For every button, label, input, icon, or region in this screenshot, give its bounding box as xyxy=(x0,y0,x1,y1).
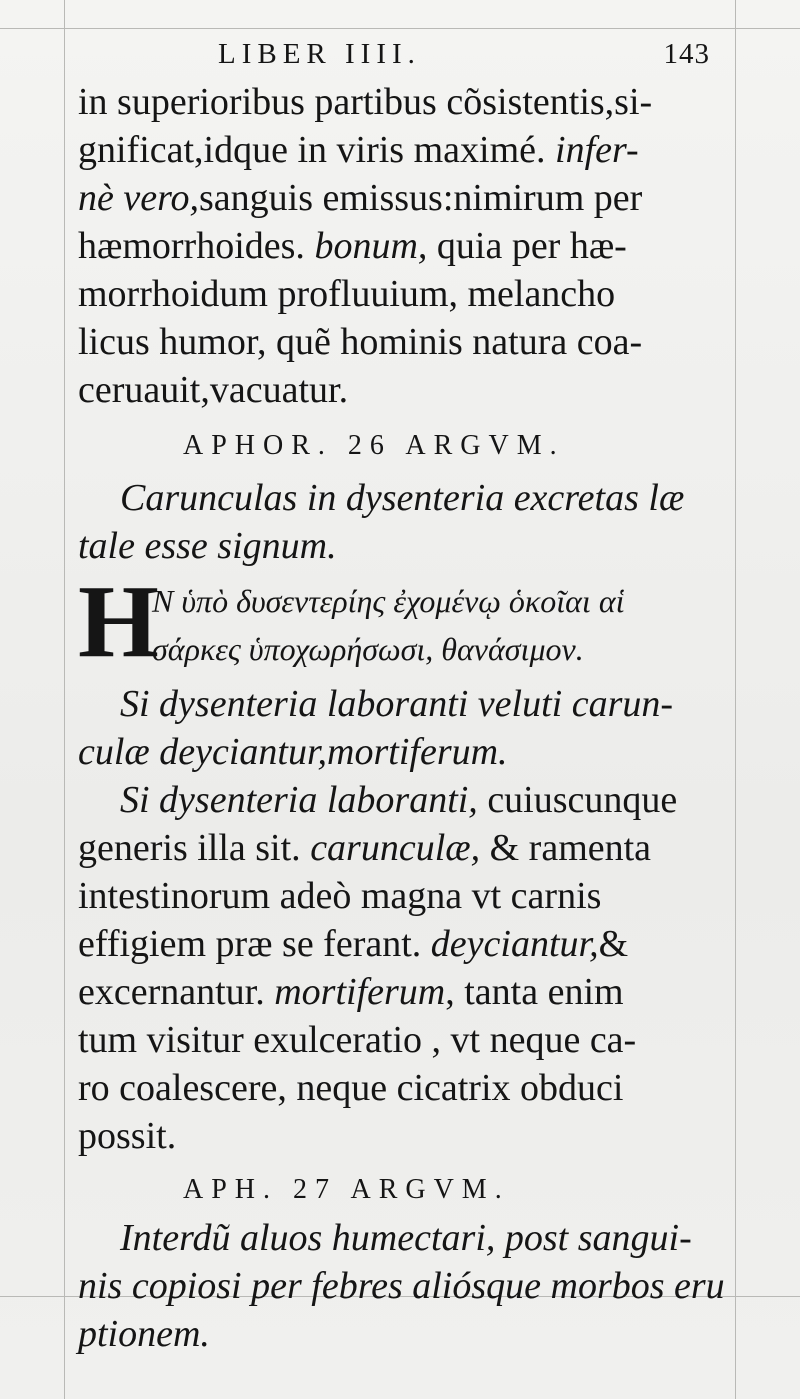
text-line: Si dysenteria laboranti veluti carun- xyxy=(120,683,674,725)
text-line: licus humor, quẽ hominis natura coa- xyxy=(78,321,643,363)
page-header xyxy=(78,38,728,78)
text-line: nè vero,sanguis emissus:nimirum per xyxy=(78,177,643,219)
text-line: hæmorrhoides. bonum, quia per hæ- xyxy=(78,225,627,267)
aphorism-heading: APH. 27 ARGVM. xyxy=(183,1174,510,1205)
text-line: excernantur. mortiferum, tanta enim xyxy=(78,971,624,1013)
text-line: morrhoidum profluuium, melancho xyxy=(78,273,616,315)
page-rule-top xyxy=(0,28,800,29)
running-title: LIBER IIII. xyxy=(218,38,421,70)
text-line: tale esse signum. xyxy=(78,525,337,567)
text-line: ro coalescere, neque cicatrix obduci xyxy=(78,1067,624,1109)
greek-aphorism xyxy=(78,564,728,680)
text-line: Carunculas in dysenteria excretas læ xyxy=(120,477,685,519)
latin-translation xyxy=(78,680,728,776)
text-line: effigiem præ se ferant. deyciantur,& xyxy=(78,923,629,965)
drop-cap: H xyxy=(78,564,159,679)
aphorism-argument xyxy=(78,474,728,570)
text-line: intestinorum adeò magna vt carnis xyxy=(78,875,602,917)
aphorism-argument xyxy=(78,1214,728,1358)
text-line: possit. xyxy=(78,1115,177,1157)
text-line: culæ deyciantur,mortiferum. xyxy=(78,731,508,773)
text-block xyxy=(78,38,728,1358)
greek-line: Ν ὑπὸ δυσεντερίης ἐχομένῳ ὁκοῖαι αἱ xyxy=(152,583,625,619)
text-line: ceruauit,vacuatur. xyxy=(78,369,349,411)
text-line: tum visitur exulceratio , vt neque ca- xyxy=(78,1019,637,1061)
page-rule-left xyxy=(64,0,65,1399)
text-line: nis copiosi per febres aliósque morbos eru xyxy=(78,1265,725,1307)
text-line: Interdũ aluos humectari, post sangui- xyxy=(120,1217,692,1259)
page-rule-right xyxy=(735,0,736,1399)
page-number: 143 xyxy=(663,38,710,70)
text-line: gnificat,idque in viris maximé. infer- xyxy=(78,129,639,171)
aphorism-heading: APHOR. 26 ARGVM. xyxy=(183,430,565,461)
commentary-continued xyxy=(78,78,728,414)
aphorism-commentary xyxy=(78,776,728,1160)
text-line: in superioribus partibus cõsistentis,si- xyxy=(78,81,653,123)
greek-line: σάρκες ὑποχωρήσωσι, θανάσιμον. xyxy=(152,631,584,667)
text-line: ptionem. xyxy=(78,1313,210,1355)
text-line: Si dysenteria laboranti, cuiuscunque xyxy=(120,779,678,821)
text-line: generis illa sit. carunculæ, & ramenta xyxy=(78,827,652,869)
